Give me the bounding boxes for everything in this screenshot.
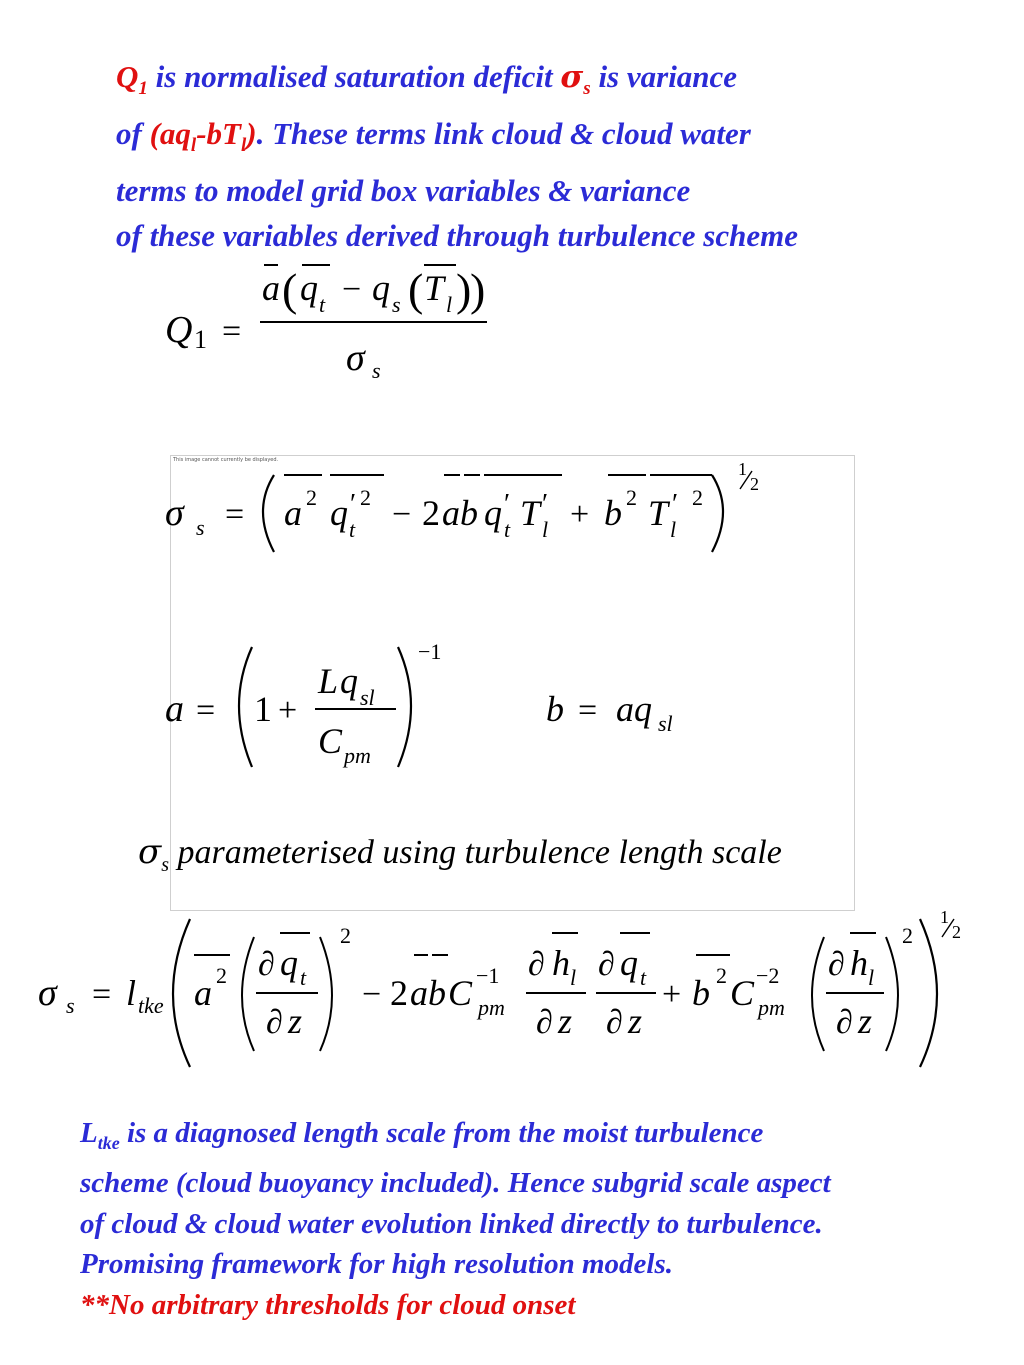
svg-text:t: t [349,517,356,542]
svg-text:L: L [318,661,339,701]
svg-text:2: 2 [902,923,913,948]
svg-text:+: + [570,496,590,533]
intro-text: . These terms link cloud & cloud water [256,116,751,152]
svg-text:−1: −1 [418,639,442,664]
svg-text:2: 2 [306,485,317,510]
svg-text:a: a [194,973,212,1013]
svg-text:s: s [196,515,205,540]
aql-btl-expression: $(aq_l-bT_l)$ [149,116,257,157]
svg-text:+: + [662,976,682,1013]
svg-text:−: − [362,976,382,1013]
outro-paragraph [80,1113,1010,1325]
svg-text:tke: tke [138,993,164,1018]
svg-text:∂: ∂ [266,1004,283,1041]
equation-sigma-s [160,455,780,565]
svg-text:(: ( [282,264,298,315]
svg-text:t: t [319,292,326,317]
svg-text:′: ′ [542,489,549,520]
svg-text:a: a [284,493,302,533]
svg-text:=: = [196,692,216,729]
svg-text:′: ′ [672,489,679,520]
svg-text:σ: σ [38,972,57,1014]
svg-text:T: T [648,493,669,533]
svg-text:z: z [628,1001,643,1041]
svg-text:C: C [448,973,473,1013]
svg-text:s: s [66,993,75,1018]
svg-text:1: 1 [940,907,949,927]
ltke-symbol: $L_{tke}$ [80,1117,120,1153]
svg-text:T: T [520,493,541,533]
svg-text:−1: −1 [476,963,500,988]
svg-text:−: − [392,496,412,533]
sigma-s-symbol: $\sigma_s$ [560,59,591,100]
svg-text:sl: sl [360,685,375,710]
svg-text:s: s [372,358,381,383]
svg-text:l: l [868,965,875,990]
svg-text:∂: ∂ [836,1004,853,1041]
outro-text: is a diagnosed length scale from the moist turbulence [119,1117,764,1149]
intro-line-1 [116,54,996,111]
broken-image-label: This image cannot currently be displayed. [173,457,279,463]
svg-text:l: l [670,517,677,542]
svg-text:−: − [342,271,362,308]
svg-text:′: ′ [504,489,511,520]
outro-line-1 [80,1113,1010,1163]
svg-text:h: h [552,943,570,983]
svg-text:C: C [730,973,755,1013]
svg-text:b: b [604,493,622,533]
intro-text: is variance [590,59,738,94]
sigma-caption: $\sigma_s$ parameterised using turbulence length scale [138,832,782,876]
svg-text:t: t [504,517,511,542]
svg-text:(: ( [408,264,424,315]
svg-text:2: 2 [952,922,961,942]
svg-text:pm: pm [758,995,785,1020]
svg-text:b: b [692,973,710,1013]
outro-line-5-highlight: **No arbitrary thresholds for cloud onset [80,1288,576,1321]
svg-text:q: q [330,493,348,533]
intro-line-3: terms to model grid box variables & variance [116,173,691,209]
svg-text:−2: −2 [756,963,780,988]
equation-q1 [150,250,510,390]
svg-text:aq: aq [616,689,652,729]
svg-text:2: 2 [716,963,727,988]
svg-text:b: b [546,689,564,729]
outro-line-2: scheme (cloud buoyancy included). Hence subgrid scale aspect [80,1167,831,1200]
equation-sigma-s-tke [34,905,974,1075]
svg-text:sl: sl [658,711,673,736]
num-qs: q [372,268,390,308]
svg-text:=: = [92,976,112,1013]
svg-text:h: h [850,943,868,983]
svg-text:s: s [392,292,401,317]
svg-text:l: l [542,517,549,542]
outro-line-3: of cloud & cloud water evolution linked directly to turbulence. [80,1207,823,1240]
svg-text:l: l [570,965,577,990]
svg-text:): ) [470,264,486,315]
q1-symbol: $Q_1$ [116,59,148,100]
svg-text:a: a [165,688,184,730]
svg-text:2: 2 [422,493,440,533]
sigma-lhs: σ [165,492,184,534]
svg-text:t: t [300,965,307,990]
intro-line-2 [116,111,996,168]
den-sigma: σ [346,337,365,379]
equals-sign: = [222,313,242,350]
svg-text:=: = [578,692,598,729]
svg-text:q: q [340,661,358,701]
svg-text:∂: ∂ [606,1004,623,1041]
svg-text:t: t [640,965,647,990]
num-a: a [262,268,280,308]
svg-text:ab: ab [442,493,478,533]
svg-text:l: l [126,973,137,1013]
svg-text:2: 2 [750,474,759,494]
svg-text:q: q [484,493,502,533]
svg-text:∂: ∂ [828,946,845,983]
intro-line-4: of these variables derived through turbulence scheme [116,218,798,254]
svg-text:2: 2 [692,485,703,510]
q1-lhs-sub: 1 [194,325,207,354]
svg-text:1: 1 [738,459,747,479]
svg-text:ab: ab [410,973,446,1013]
equation-a-b [160,635,720,775]
svg-text:2: 2 [340,923,351,948]
svg-text:1: 1 [254,689,272,729]
svg-text:∂: ∂ [528,946,545,983]
svg-text:q: q [620,943,638,983]
outro-line-4: Promising framework for high resolution models. [80,1248,673,1281]
svg-text:∂: ∂ [598,946,615,983]
svg-text:2: 2 [216,963,227,988]
q1-lhs: Q [165,309,193,351]
svg-text:pm: pm [478,995,505,1020]
svg-text:pm: pm [344,743,371,768]
svg-text:+: + [278,692,298,729]
svg-text:): ) [456,264,472,315]
svg-text:′: ′ [350,489,357,520]
svg-text:2: 2 [390,973,408,1013]
svg-text:z: z [558,1001,573,1041]
svg-text:2: 2 [626,485,637,510]
svg-text:∂: ∂ [258,946,275,983]
svg-text:C: C [318,721,343,761]
intro-text: of [116,116,150,152]
num-qt: q [300,268,318,308]
svg-text:l: l [446,292,453,317]
svg-text:q: q [280,943,298,983]
intro-paragraph [116,54,996,258]
svg-text:2: 2 [360,485,371,510]
num-Tl: T [424,268,445,308]
svg-text:z: z [288,1001,303,1041]
svg-text:∂: ∂ [536,1004,553,1041]
intro-text: is normalised saturation deficit [147,59,561,94]
svg-text:=: = [225,496,245,533]
svg-text:z: z [858,1001,873,1041]
